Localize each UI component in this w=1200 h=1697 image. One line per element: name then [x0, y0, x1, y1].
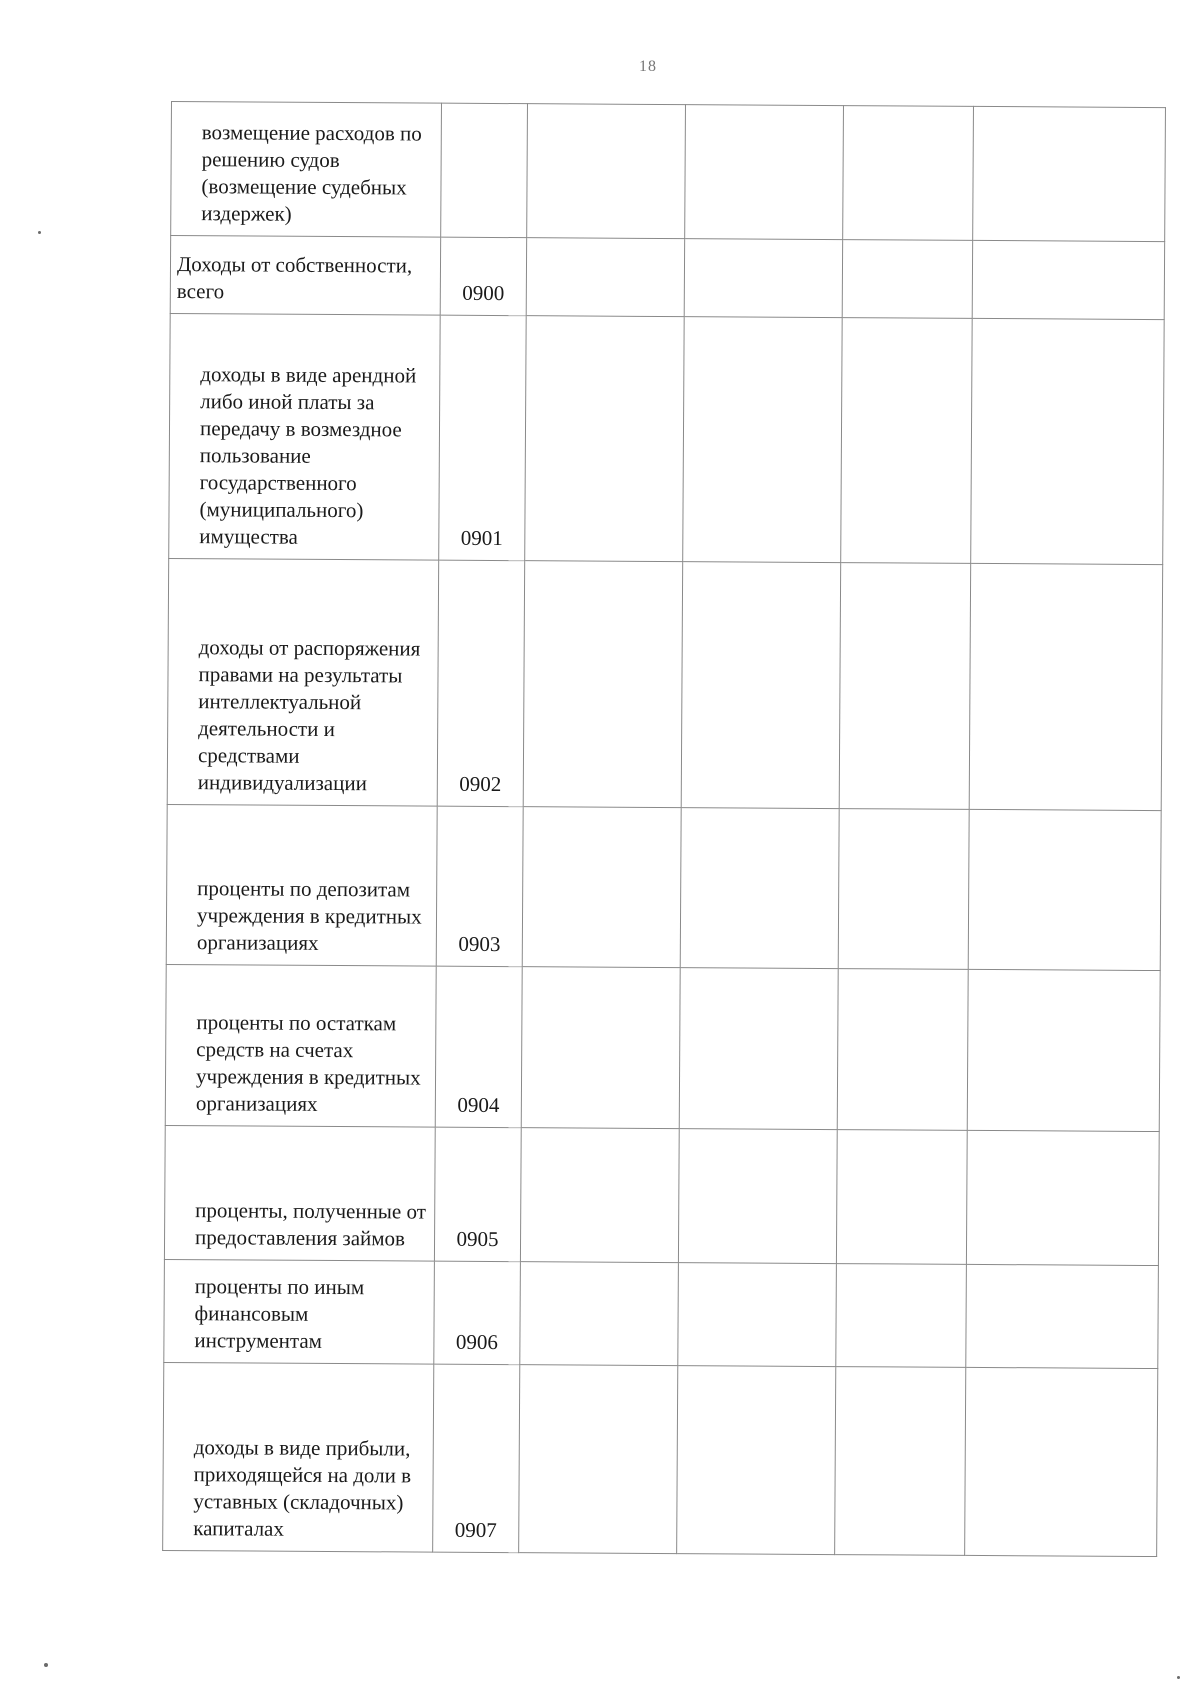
value-cell [683, 317, 842, 563]
value-cell [681, 562, 840, 809]
row-name: доходы в виде арендной либо иной платы за передачу в возмездное пользование государственного (муниципального) имущества [169, 313, 440, 560]
row-name: доходы от распоряжения правами на результаты интеллектуальной деятельности и средствами индивидуализации [167, 558, 438, 806]
value-cell [839, 563, 971, 810]
value-cell [520, 1262, 679, 1366]
value-cell [973, 106, 1166, 241]
value-cell [841, 318, 972, 564]
value-cell [837, 969, 968, 1131]
table-row [166, 804, 1161, 970]
value-cell [965, 1367, 1158, 1556]
value-cell [968, 809, 1161, 970]
value-cell [842, 240, 972, 319]
row-name: доходы в виде прибыли, приходящейся на доли в уставных (складочных) капиталах [163, 1362, 434, 1552]
scan-speck [44, 1663, 48, 1667]
value-cell [972, 240, 1164, 319]
value-cell [684, 239, 842, 318]
income-table [162, 101, 1166, 1557]
value-cell [525, 316, 684, 562]
table-row [164, 1259, 1159, 1368]
value-cell [521, 967, 680, 1129]
row-code: 0904 [435, 966, 522, 1128]
value-cell [966, 1130, 1159, 1265]
value-cell [685, 105, 844, 240]
row-name: Доходы от собственности, всего [170, 236, 440, 316]
scan-speck [38, 231, 41, 234]
value-cell [838, 809, 969, 970]
row-code: 0906 [434, 1261, 521, 1365]
page-number: 18 [639, 58, 657, 75]
value-cell [677, 1366, 836, 1555]
value-cell [678, 1129, 837, 1264]
value-cell [527, 104, 686, 239]
value-cell [971, 318, 1164, 564]
value-cell [519, 1365, 678, 1554]
row-code: 0903 [436, 806, 523, 967]
value-cell [678, 1263, 837, 1367]
table-row [170, 236, 1164, 320]
table-row [163, 1362, 1158, 1556]
value-cell [836, 1130, 967, 1265]
row-name: проценты по депозитам учреждения в кредитных организациях [166, 804, 437, 966]
row-name: проценты по остаткам средств на счетах учреждения в кредитных организациях [165, 964, 436, 1127]
value-cell [836, 1264, 967, 1368]
table-row [164, 1125, 1159, 1265]
value-cell [966, 1264, 1159, 1368]
table-row [165, 964, 1160, 1131]
row-code: 0907 [433, 1364, 520, 1553]
row-code: 0900 [440, 237, 526, 316]
value-cell [523, 561, 682, 808]
value-cell [680, 808, 839, 969]
row-name: проценты по иным финансовым инструментам [164, 1259, 435, 1364]
value-cell [967, 969, 1160, 1131]
row-name: возмещение расходов по решению судов (возмещение судебных издержек) [171, 102, 442, 238]
value-cell [969, 563, 1162, 810]
row-code: 0901 [439, 315, 526, 561]
value-cell [843, 106, 974, 241]
row-name: проценты, полученные от предоставления займов [164, 1125, 435, 1261]
value-cell [520, 1128, 679, 1263]
scan-speck [1177, 1676, 1180, 1679]
row-code: 0905 [434, 1127, 521, 1262]
table-row [167, 558, 1162, 810]
row-code: 0902 [437, 560, 525, 807]
value-cell [526, 238, 684, 317]
table-row [169, 313, 1164, 564]
row-code [441, 103, 528, 238]
value-cell [522, 807, 681, 968]
table-row [171, 102, 1166, 242]
value-cell [835, 1367, 966, 1556]
value-cell [679, 968, 838, 1130]
